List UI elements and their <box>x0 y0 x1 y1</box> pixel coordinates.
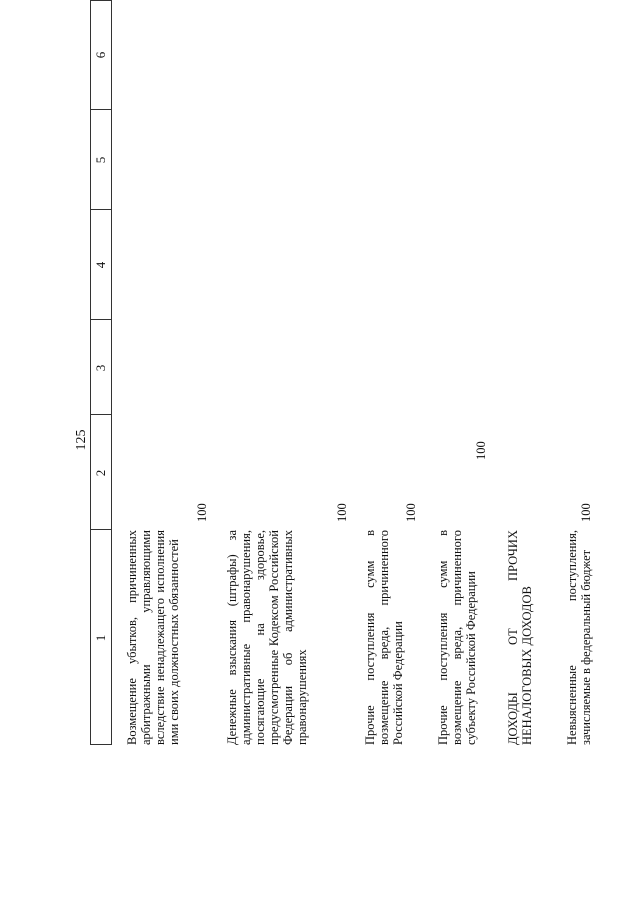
table-divider <box>90 414 112 415</box>
table-divider <box>90 319 112 320</box>
column-number-4: 4 <box>93 261 108 269</box>
page-number: 125 <box>74 429 89 451</box>
table-cell-value: 100 <box>579 503 593 522</box>
table-cell-value: 100 <box>335 503 349 522</box>
section-heading-line2: НЕНАЛОГОВЫХ ДОХОДОВ <box>520 586 534 745</box>
section-heading-word: ОТ <box>506 628 520 645</box>
section-heading <box>506 530 534 745</box>
column-number-6: 6 <box>93 51 108 59</box>
table-divider <box>90 744 112 745</box>
table-cell-value: 100 <box>404 503 418 522</box>
table-divider <box>90 0 112 1</box>
column-number-5: 5 <box>93 156 108 164</box>
table-divider <box>90 529 112 530</box>
column-number-3: 3 <box>93 364 108 372</box>
table-divider <box>90 109 112 110</box>
table-row-label: Прочие поступления сумм в возмещение вреда, причиненного Российской Федерации <box>363 530 405 745</box>
table-cell-value: 100 <box>195 503 209 522</box>
table-row-label: Возмещение убытков, причиненных арбитражными управляющими вследствие ненадлежащего исполнения ими своих должностных обязанностей <box>125 530 181 745</box>
table-row-label: Денежные взыскания (штрафы) за административные правонарушения, посягающие на здоровье, предусмотренные Кодексом Российской Федерации об административных правонарушениях <box>225 530 309 745</box>
column-number-2: 2 <box>93 469 108 477</box>
column-number-1: 1 <box>93 634 108 642</box>
table-row-label: Прочие поступления сумм в возмещение вреда, причиненного субъекту Российской Федерации <box>436 530 478 745</box>
table-divider <box>90 209 112 210</box>
table-row-label: Невыясненные поступления, зачисляемые в федеральный бюджет <box>565 530 593 745</box>
section-heading-word: ДОХОДЫ <box>506 692 520 745</box>
table-cell-value: 100 <box>474 441 488 460</box>
section-heading-word: ПРОЧИХ <box>506 530 520 582</box>
